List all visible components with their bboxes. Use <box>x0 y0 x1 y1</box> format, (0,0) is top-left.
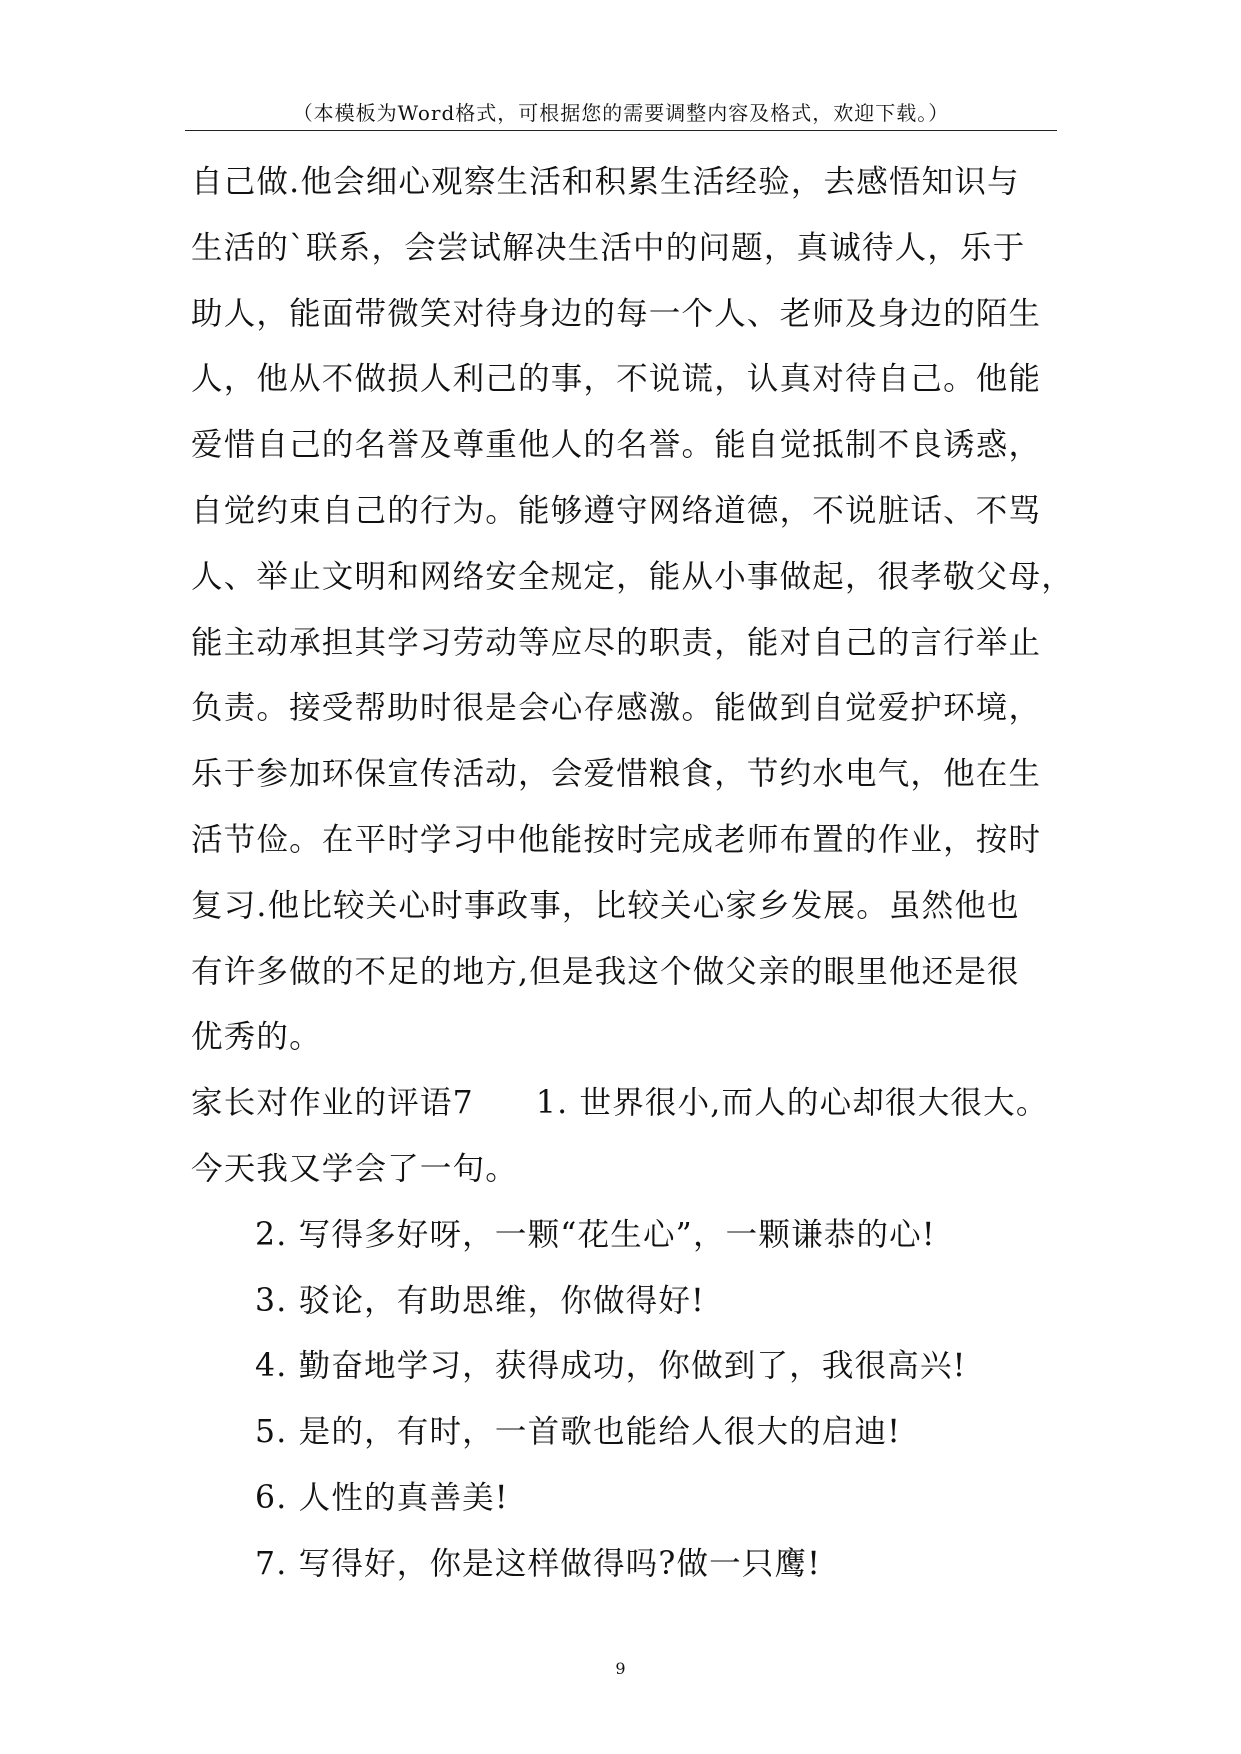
paragraph-line: 助人，能面带微笑对待身边的每一个人、老师及身边的陌生 <box>191 295 1042 332</box>
paragraph-line: 复习.他比较关心时事政事，比较关心家乡发展。虽然他也 <box>191 887 1020 924</box>
list-item-continuation: 今天我又学会了一句。 <box>191 1150 519 1187</box>
header-divider <box>185 130 1057 131</box>
list-item: 3. 驳论，有助思维，你做得好! <box>255 1282 705 1319</box>
paragraph-line: 优秀的。 <box>191 1019 322 1056</box>
paragraph-line: 有许多做的不足的地方,但是我这个做父亲的眼里他还是很 <box>191 953 1020 990</box>
paragraph-line: 生活的`联系，会尝试解决生活中的问题，真诚待人，乐于 <box>191 229 1026 266</box>
list-item: 7. 写得好，你是这样做得吗?做一只鹰! <box>255 1545 822 1582</box>
page-number: 9 <box>615 1659 626 1678</box>
paragraph-line: 爱惜自己的名誉及尊重他人的名誉。能自觉抵制不良诱惑， <box>191 427 1042 464</box>
list-item: 4. 勤奋地学习，获得成功，你做到了，我很高兴! <box>255 1348 967 1385</box>
paragraph-line: 人，他从不做损人利己的事，不说谎，认真对待自己。他能 <box>191 361 1042 398</box>
list-item: 5. 是的，有时，一首歌也能给人很大的启迪! <box>255 1414 902 1451</box>
list-item: 6. 人性的真善美! <box>255 1479 509 1516</box>
paragraph-line: 自觉约束自己的行为。能够遵守网络道德，不说脏话、不骂 <box>191 492 1042 529</box>
paragraph-line: 人、举止文明和网络安全规定，能从小事做起，很孝敬父母， <box>191 558 1074 595</box>
list-item: 1. 世界很小,而人的心却很大很大。 <box>535 1085 1049 1122</box>
paragraph-line: 活节俭。在平时学习中他能按时完成老师布置的作业，按时 <box>191 821 1042 858</box>
section-title: 家长对作业的评语7 <box>191 1085 474 1122</box>
paragraph-line: 负责。接受帮助时很是会心存感激。能做到自觉爱护环境， <box>191 690 1042 727</box>
section-heading-line <box>191 1071 1061 1137</box>
list-item: 2. 写得多好呀，一颗“花生心”，一颗谦恭的心! <box>255 1216 936 1253</box>
paragraph-line: 能主动承担其学习劳动等应尽的职责，能对自己的言行举止 <box>191 624 1042 661</box>
paragraph-line: 自己做.他会细心观察生活和积累生活经验，去感悟知识与 <box>191 164 1020 200</box>
page-header: （本模板为Word格式，可根据您的需要调整内容及格式，欢迎下载。） <box>292 101 950 125</box>
paragraph-line: 乐于参加环保宣传活动，会爱惜粮食，节约水电气，他在生 <box>191 756 1042 793</box>
document-body <box>191 150 1074 1598</box>
